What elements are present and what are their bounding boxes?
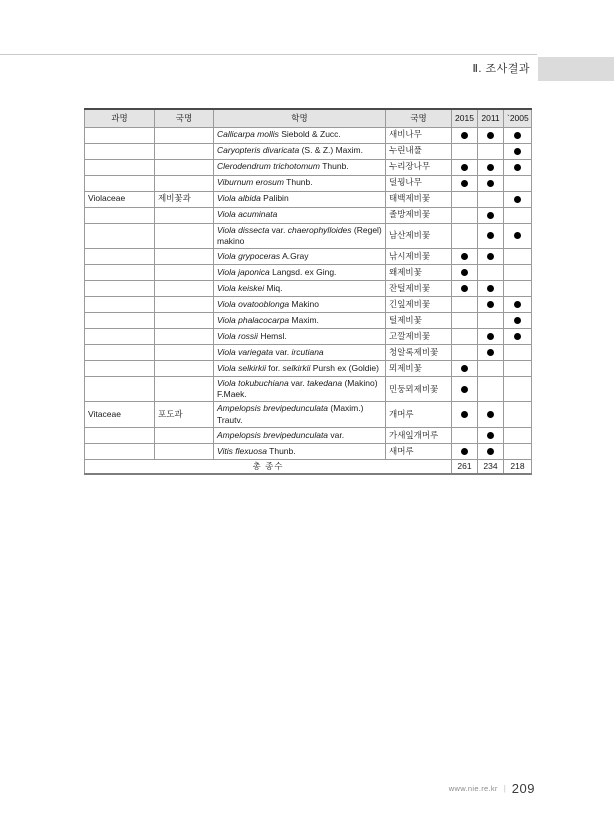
family-korean-cell — [155, 328, 214, 344]
presence-dot-icon — [487, 132, 494, 139]
family-korean-cell — [155, 443, 214, 459]
presence-dot-icon — [487, 164, 494, 171]
year-mark-cell — [452, 360, 478, 376]
family-korean-cell: 제비꽃과 — [155, 191, 214, 207]
year-mark-cell — [478, 376, 504, 401]
total-row — [85, 459, 532, 474]
presence-dot-icon — [514, 148, 521, 155]
korean-name-cell: 남산제비꽃 — [386, 223, 452, 248]
presence-dot-icon — [487, 333, 494, 340]
family-cell — [85, 248, 155, 264]
year-mark-cell — [452, 402, 478, 427]
scientific-name-cell: Ampelopsis brevipedunculata var. — [214, 427, 386, 443]
presence-dot-icon — [514, 317, 521, 324]
section-title: Ⅱ. 조사결과 — [472, 63, 530, 75]
presence-dot-icon — [487, 253, 494, 260]
year-mark-cell — [504, 143, 532, 159]
page-footer — [449, 781, 535, 796]
year-mark-cell — [452, 443, 478, 459]
year-mark-cell — [478, 248, 504, 264]
table-row — [85, 344, 532, 360]
family-korean-cell — [155, 159, 214, 175]
scientific-name-cell: Viola dissecta var. chaerophylloides (Regel) makino — [214, 223, 386, 248]
scientific-name-cell: Viola selkirkii for. selkirkii Pursh ex (Goldie) — [214, 360, 386, 376]
table-row — [85, 207, 532, 223]
family-cell: Violaceae — [85, 191, 155, 207]
family-cell — [85, 328, 155, 344]
column-header-1: 국명 — [155, 109, 214, 127]
scientific-name-cell: Viola japonica Langsd. ex Ging. — [214, 264, 386, 280]
korean-name-cell: 누린내풀 — [386, 143, 452, 159]
table-row — [85, 328, 532, 344]
presence-dot-icon — [461, 448, 468, 455]
year-mark-cell — [478, 223, 504, 248]
presence-dot-icon — [461, 269, 468, 276]
family-korean-cell — [155, 175, 214, 191]
year-mark-cell — [478, 127, 504, 143]
year-mark-cell — [504, 402, 532, 427]
species-table-body — [85, 127, 532, 474]
table-row — [85, 248, 532, 264]
year-mark-cell — [452, 296, 478, 312]
presence-dot-icon — [514, 164, 521, 171]
family-cell — [85, 296, 155, 312]
year-mark-cell — [504, 296, 532, 312]
family-cell — [85, 312, 155, 328]
year-mark-cell — [452, 175, 478, 191]
family-cell — [85, 360, 155, 376]
table-row — [85, 223, 532, 248]
year-mark-cell — [478, 402, 504, 427]
table-row — [85, 427, 532, 443]
header-rule — [0, 54, 537, 55]
presence-dot-icon — [487, 448, 494, 455]
column-header-2: 학명 — [214, 109, 386, 127]
family-korean-cell — [155, 360, 214, 376]
family-korean-cell — [155, 312, 214, 328]
footer-site-url: www.nie.re.kr — [448, 784, 498, 793]
family-korean-cell — [155, 264, 214, 280]
korean-name-cell: 새머루 — [386, 443, 452, 459]
presence-dot-icon — [461, 365, 468, 372]
year-mark-cell — [452, 264, 478, 280]
korean-name-cell: 긴잎제비꽃 — [386, 296, 452, 312]
korean-name-cell: 고깔제비꽃 — [386, 328, 452, 344]
korean-name-cell: 민둥뫼제비꽃 — [386, 376, 452, 401]
korean-name-cell: 태백제비꽃 — [386, 191, 452, 207]
presence-dot-icon — [514, 333, 521, 340]
table-row — [85, 402, 532, 427]
korean-name-cell: 개머루 — [386, 402, 452, 427]
presence-dot-icon — [461, 132, 468, 139]
table-row — [85, 296, 532, 312]
korean-name-cell: 청알록제비꽃 — [386, 344, 452, 360]
total-count-cell: 234 — [478, 459, 504, 474]
family-korean-cell — [155, 143, 214, 159]
presence-dot-icon — [461, 386, 468, 393]
year-mark-cell — [478, 159, 504, 175]
scientific-name-cell: Viola rossii Hemsl. — [214, 328, 386, 344]
presence-dot-icon — [514, 301, 521, 308]
family-korean-cell — [155, 127, 214, 143]
year-mark-cell — [478, 360, 504, 376]
family-cell — [85, 280, 155, 296]
year-mark-cell — [504, 443, 532, 459]
total-label-cell: 총 종수 — [85, 459, 452, 474]
year-mark-cell — [478, 143, 504, 159]
year-mark-cell — [478, 344, 504, 360]
korean-name-cell: 덜꿩나무 — [386, 175, 452, 191]
year-mark-cell — [452, 376, 478, 401]
family-korean-cell — [155, 207, 214, 223]
family-cell — [85, 376, 155, 401]
year-mark-cell — [452, 191, 478, 207]
year-mark-cell — [478, 175, 504, 191]
year-mark-cell — [478, 328, 504, 344]
presence-dot-icon — [461, 411, 468, 418]
year-mark-cell — [504, 191, 532, 207]
species-table — [84, 108, 531, 475]
year-mark-cell — [452, 223, 478, 248]
year-mark-cell — [452, 280, 478, 296]
family-korean-cell — [155, 280, 214, 296]
presence-dot-icon — [487, 180, 494, 187]
table-row — [85, 376, 532, 401]
year-mark-cell — [452, 159, 478, 175]
page-number: 209 — [511, 781, 535, 796]
korean-name-cell: 가새잎개머루 — [386, 427, 452, 443]
table-row — [85, 143, 532, 159]
family-cell — [85, 159, 155, 175]
scientific-name-cell: Viola grypoceras A.Gray — [214, 248, 386, 264]
year-mark-cell — [504, 360, 532, 376]
presence-dot-icon — [487, 349, 494, 356]
scientific-name-cell: Viburnum erosum Thunb. — [214, 175, 386, 191]
table-row — [85, 443, 532, 459]
scientific-name-cell: Clerodendrum trichotomum Thunb. — [214, 159, 386, 175]
korean-name-cell: 털제비꽃 — [386, 312, 452, 328]
species-presence-table — [84, 108, 532, 475]
column-header-3: 국명 — [386, 109, 452, 127]
year-mark-cell — [504, 127, 532, 143]
family-korean-cell — [155, 223, 214, 248]
column-header-5: 2011 — [478, 109, 504, 127]
scientific-name-cell: Callicarpa mollis Siebold & Zucc. — [214, 127, 386, 143]
table-row — [85, 264, 532, 280]
family-korean-cell — [155, 296, 214, 312]
family-cell: Vitaceae — [85, 402, 155, 427]
scientific-name-cell: Viola keiskei Miq. — [214, 280, 386, 296]
presence-dot-icon — [461, 164, 468, 171]
year-mark-cell — [478, 191, 504, 207]
family-korean-cell — [155, 344, 214, 360]
year-mark-cell — [452, 127, 478, 143]
year-mark-cell — [452, 328, 478, 344]
family-korean-cell — [155, 248, 214, 264]
scientific-name-cell: Viola phalacocarpa Maxim. — [214, 312, 386, 328]
family-cell — [85, 344, 155, 360]
family-cell — [85, 223, 155, 248]
family-cell — [85, 427, 155, 443]
year-mark-cell — [478, 427, 504, 443]
year-mark-cell — [452, 344, 478, 360]
scientific-name-cell: Vitis flexuosa Thunb. — [214, 443, 386, 459]
presence-dot-icon — [487, 285, 494, 292]
family-cell — [85, 443, 155, 459]
presence-dot-icon — [487, 232, 494, 239]
family-cell — [85, 207, 155, 223]
column-header-0: 과명 — [85, 109, 155, 127]
presence-dot-icon — [487, 301, 494, 308]
column-header-6: `2005 — [504, 109, 532, 127]
scientific-name-cell: Ampelopsis brevipedunculata (Maxim.) Trautv. — [214, 402, 386, 427]
year-mark-cell — [504, 328, 532, 344]
year-mark-cell — [504, 376, 532, 401]
presence-dot-icon — [487, 212, 494, 219]
table-row — [85, 175, 532, 191]
presence-dot-icon — [461, 180, 468, 187]
table-row — [85, 159, 532, 175]
total-count-cell: 218 — [504, 459, 532, 474]
presence-dot-icon — [514, 132, 521, 139]
korean-name-cell: 왜제비꽃 — [386, 264, 452, 280]
korean-name-cell: 낚시제비꽃 — [386, 248, 452, 264]
scientific-name-cell: Viola variegata var. ircutiana — [214, 344, 386, 360]
table-row — [85, 312, 532, 328]
year-mark-cell — [452, 207, 478, 223]
year-mark-cell — [504, 223, 532, 248]
year-mark-cell — [478, 312, 504, 328]
scientific-name-cell: Viola ovatooblonga Makino — [214, 296, 386, 312]
presence-dot-icon — [487, 411, 494, 418]
family-cell — [85, 175, 155, 191]
family-cell — [85, 264, 155, 280]
korean-name-cell: 잔털제비꽃 — [386, 280, 452, 296]
family-cell — [85, 143, 155, 159]
footer-divider: | — [503, 784, 506, 793]
year-mark-cell — [478, 280, 504, 296]
family-korean-cell — [155, 376, 214, 401]
scientific-name-cell: Viola albida Palibin — [214, 191, 386, 207]
year-mark-cell — [504, 159, 532, 175]
presence-dot-icon — [461, 285, 468, 292]
table-row — [85, 191, 532, 207]
scientific-name-cell: Caryopteris divaricata (S. & Z.) Maxim. — [214, 143, 386, 159]
table-row — [85, 280, 532, 296]
year-mark-cell — [478, 443, 504, 459]
year-mark-cell — [504, 427, 532, 443]
table-row — [85, 127, 532, 143]
table-header-row — [85, 109, 532, 127]
year-mark-cell — [478, 207, 504, 223]
total-count-cell: 261 — [452, 459, 478, 474]
presence-dot-icon — [461, 253, 468, 260]
family-cell — [85, 127, 155, 143]
year-mark-cell — [452, 143, 478, 159]
year-mark-cell — [504, 280, 532, 296]
family-korean-cell — [155, 427, 214, 443]
year-mark-cell — [452, 427, 478, 443]
year-mark-cell — [478, 296, 504, 312]
year-mark-cell — [504, 248, 532, 264]
year-mark-cell — [504, 207, 532, 223]
year-mark-cell — [478, 264, 504, 280]
table-row — [85, 360, 532, 376]
year-mark-cell — [504, 264, 532, 280]
year-mark-cell — [504, 175, 532, 191]
scientific-name-cell: Viola acuminata — [214, 207, 386, 223]
presence-dot-icon — [514, 232, 521, 239]
presence-dot-icon — [514, 196, 521, 203]
header-side-tab — [538, 57, 614, 81]
korean-name-cell: 졸방제비꽃 — [386, 207, 452, 223]
column-header-4: 2015 — [452, 109, 478, 127]
year-mark-cell — [504, 344, 532, 360]
scientific-name-cell: Viola tokubuchiana var. takedana (Makino) F.Maek. — [214, 376, 386, 401]
presence-dot-icon — [487, 432, 494, 439]
korean-name-cell: 새비나무 — [386, 127, 452, 143]
year-mark-cell — [452, 312, 478, 328]
korean-name-cell: 뫼제비꽃 — [386, 360, 452, 376]
year-mark-cell — [504, 312, 532, 328]
korean-name-cell: 누리장나무 — [386, 159, 452, 175]
year-mark-cell — [452, 248, 478, 264]
family-korean-cell: 포도과 — [155, 402, 214, 427]
